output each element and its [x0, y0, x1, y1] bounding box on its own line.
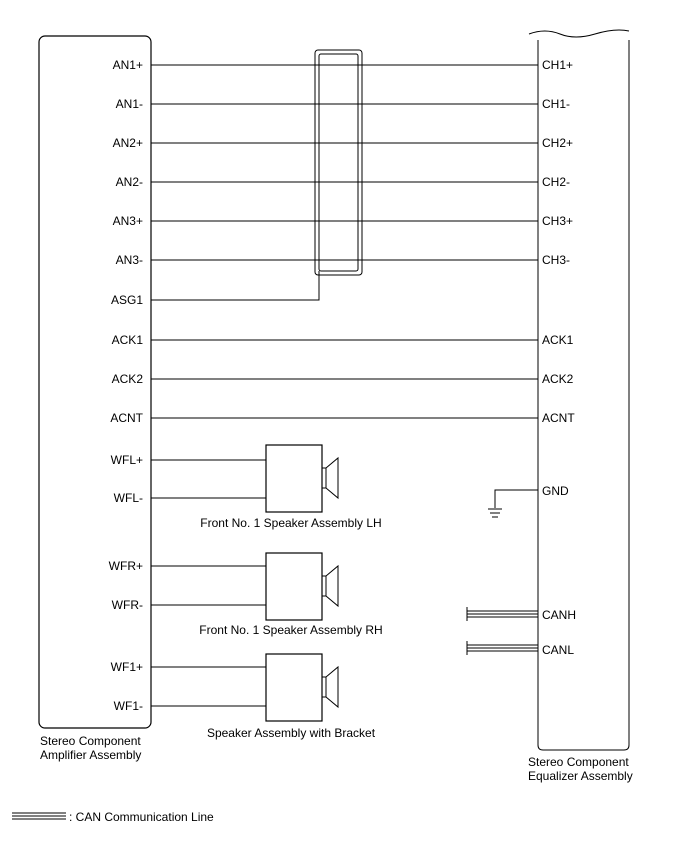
pin-an3-plus: AN3+	[112, 214, 143, 228]
pin-acnt-amp: ACNT	[110, 411, 143, 425]
pin-an3-minus: AN3-	[115, 253, 143, 267]
speaker-rh-box	[266, 553, 322, 620]
equalizer-break-line	[529, 30, 629, 37]
pin-an1-minus: AN1-	[115, 97, 143, 111]
pin-wfl-plus: WFL+	[110, 453, 143, 467]
pin-wfr-minus: WFR-	[111, 598, 143, 612]
speaker-lh-label: Front No. 1 Speaker Assembly LH	[200, 516, 382, 530]
pin-ack1-eq: ACK1	[542, 333, 574, 347]
shield-outer	[315, 50, 362, 275]
ground-icon	[488, 509, 502, 517]
pin-wfr-plus: WFR+	[108, 559, 143, 573]
legend-text: : CAN Communication Line	[69, 810, 214, 824]
pin-gnd: GND	[542, 484, 569, 498]
amplifier-label-line2: Amplifier Assembly	[40, 748, 142, 762]
pin-ack2-amp: ACK2	[111, 372, 143, 386]
speaker-bracket-box	[266, 654, 322, 721]
pin-ack1-amp: ACK1	[111, 333, 143, 347]
canl-line	[467, 641, 538, 655]
pin-ch1-minus: CH1-	[542, 97, 571, 111]
pin-an1-plus: AN1+	[112, 58, 143, 72]
pin-an2-plus: AN2+	[112, 136, 143, 150]
speaker-lh-icon	[322, 458, 338, 498]
pin-asg1: ASG1	[110, 293, 143, 307]
pin-ch3-minus: CH3-	[542, 253, 571, 267]
pin-acnt-eq: ACNT	[542, 411, 575, 425]
speaker-bracket-label: Speaker Assembly with Bracket	[206, 726, 376, 740]
pin-wf1-plus: WF1+	[110, 660, 143, 674]
speaker-rh-icon	[322, 566, 338, 606]
speaker-bracket-icon	[322, 667, 338, 707]
pin-ch2-minus: CH2-	[542, 175, 571, 189]
amplifier-label-line1: Stereo Component	[40, 734, 141, 748]
pin-an2-minus: AN2-	[115, 175, 143, 189]
pin-wf1-minus: WF1-	[113, 699, 143, 713]
pin-canh: CANH	[542, 608, 577, 622]
equalizer-label-line2: Equalizer Assembly	[528, 769, 633, 783]
speaker-lh-box	[266, 445, 322, 512]
ground-wire	[495, 490, 538, 508]
shield-inner	[319, 54, 358, 271]
canh-line	[467, 607, 538, 621]
pin-canl: CANL	[542, 643, 575, 657]
pin-wfl-minus: WFL-	[113, 491, 143, 505]
equalizer-label-line1: Stereo Component	[528, 755, 629, 769]
pin-ack2-eq: ACK2	[542, 372, 574, 386]
pin-ch3-plus: CH3+	[542, 214, 574, 228]
can-legend-symbol	[12, 813, 66, 819]
pin-ch2-plus: CH2+	[542, 136, 574, 150]
pin-ch1-plus: CH1+	[542, 58, 574, 72]
speaker-rh-label: Front No. 1 Speaker Assembly RH	[199, 623, 383, 637]
wire-asg1-shield	[151, 271, 319, 300]
